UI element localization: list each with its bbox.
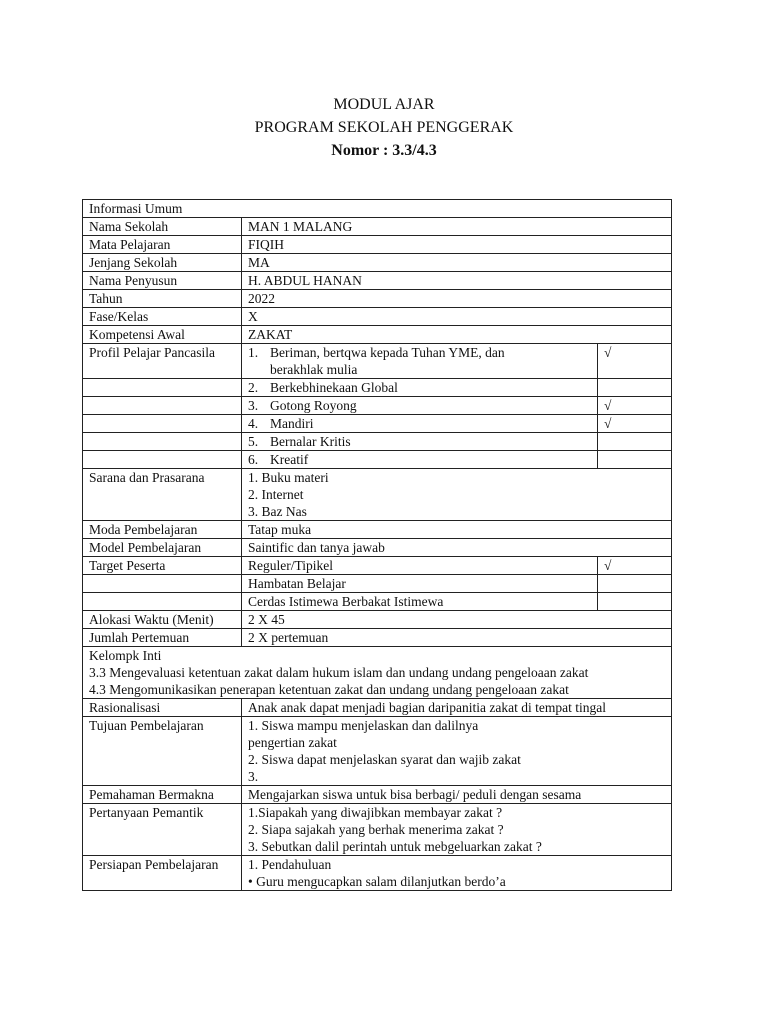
checkmark: √	[598, 397, 672, 415]
inti-line: 4.3 Mengomunikasikan penerapan ketentuan zakat dan undang undang pengeloaan zakat	[89, 682, 569, 697]
title-line-1: MODUL AJAR	[333, 96, 435, 113]
row-label: Profil Pelajar Pancasila	[83, 344, 242, 379]
checkmark: √	[598, 557, 672, 575]
row-label-empty	[83, 397, 242, 415]
table-row	[83, 804, 672, 856]
item-number: 5.	[248, 434, 259, 449]
table-row	[83, 699, 672, 717]
profil-item	[242, 379, 598, 397]
table-row	[83, 397, 672, 415]
row-value: 2 X pertemuan	[242, 629, 672, 647]
target-item: Reguler/Tipikel	[242, 557, 598, 575]
table-row	[83, 786, 672, 804]
table-row	[83, 254, 672, 272]
row-label: Rasionalisasi	[83, 699, 242, 717]
row-label: Alokasi Waktu (Menit)	[83, 611, 242, 629]
row-label: Tahun	[83, 290, 242, 308]
table-row	[83, 611, 672, 629]
table-row	[83, 629, 672, 647]
row-label: Mata Pelajaran	[83, 236, 242, 254]
row-label: Fase/Kelas	[83, 308, 242, 326]
title-line-2: PROGRAM SEKOLAH PENGGERAK	[254, 119, 514, 136]
tujuan-line: pengertian zakat	[248, 735, 337, 750]
row-label-empty	[83, 593, 242, 611]
item-text: Bernalar Kritis	[270, 434, 351, 449]
row-value: Mengajarkan siswa untuk bisa berbagi/ peduli dengan sesama	[242, 786, 672, 804]
pertanyaan-line: 1.Siapakah yang diwajibkan membayar zakat ?	[248, 805, 503, 820]
kelompok-inti	[83, 647, 672, 699]
tujuan-line: 3.	[248, 769, 259, 784]
row-value: MAN 1 MALANG	[242, 218, 672, 236]
row-value: H. ABDUL HANAN	[242, 272, 672, 290]
item-text: Mandiri	[270, 416, 314, 431]
tujuan-line: 1. Siswa mampu menjelaskan dan dalilnya	[248, 718, 479, 733]
table-row	[83, 290, 672, 308]
row-value	[242, 856, 672, 891]
pertanyaan-line: 3. Sebutkan dalil perintah untuk mebgeluarkan zakat ?	[248, 839, 542, 854]
title-line-3: Nomor : 3.3/4.3	[331, 142, 437, 159]
profil-item	[242, 433, 598, 451]
row-label-empty	[83, 415, 242, 433]
row-label: Jumlah Pertemuan	[83, 629, 242, 647]
target-item: Hambatan Belajar	[242, 575, 598, 593]
item-number: 3.	[248, 398, 259, 413]
table-row	[83, 218, 672, 236]
row-label: Model Pembelajaran	[83, 539, 242, 557]
checkmark: √	[598, 344, 672, 379]
inti-title: Kelompk Inti	[89, 648, 162, 663]
row-value	[242, 717, 672, 786]
sarana-line: 1. Buku materi	[248, 470, 329, 485]
checkmark	[598, 593, 672, 611]
profil-item	[242, 397, 598, 415]
target-item: Cerdas Istimewa Berbakat Istimewa	[242, 593, 598, 611]
row-label: Nama Penyusun	[83, 272, 242, 290]
row-label: Jenjang Sekolah	[83, 254, 242, 272]
section-title: Informasi Umum	[83, 200, 672, 218]
profil-item	[242, 415, 598, 433]
table-row	[83, 717, 672, 786]
row-value: FIQIH	[242, 236, 672, 254]
item-text-cont: berakhlak mulia	[270, 362, 358, 377]
table-row	[83, 593, 672, 611]
row-value: Saintific dan tanya jawab	[242, 539, 672, 557]
row-label-empty	[83, 433, 242, 451]
row-value	[242, 804, 672, 856]
row-label: Nama Sekolah	[83, 218, 242, 236]
row-value: Anak anak dapat menjadi bagian daripanitia zakat di tempat tingal	[242, 699, 672, 717]
table-row	[83, 856, 672, 891]
sarana-line: 3. Baz Nas	[248, 504, 307, 519]
tujuan-line: 2. Siswa dapat menjelaskan syarat dan wajib zakat	[248, 752, 521, 767]
table-row	[83, 539, 672, 557]
row-label: Target Peserta	[83, 557, 242, 575]
item-number: 1.	[248, 345, 259, 360]
persiapan-line: 1. Pendahuluan	[248, 857, 332, 872]
table-row	[83, 236, 672, 254]
checkmark	[598, 451, 672, 469]
item-number: 4.	[248, 416, 259, 431]
table-row	[83, 521, 672, 539]
pertanyaan-line: 2. Siapa sajakah yang berhak menerima zakat ?	[248, 822, 504, 837]
checkmark	[598, 433, 672, 451]
inti-line: 3.3 Mengevaluasi ketentuan zakat dalam hukum islam dan undang undang pengeloaan zakat	[89, 665, 589, 680]
checkmark	[598, 575, 672, 593]
table-row	[83, 344, 672, 379]
row-label: Tujuan Pembelajaran	[83, 717, 242, 786]
row-value: 2022	[242, 290, 672, 308]
table-row	[83, 200, 672, 218]
checkmark: √	[598, 415, 672, 433]
table-row	[83, 433, 672, 451]
sarana-line: 2. Internet	[248, 487, 304, 502]
table-row	[83, 451, 672, 469]
table-row	[83, 326, 672, 344]
row-value: MA	[242, 254, 672, 272]
profil-item	[242, 451, 598, 469]
table-row	[83, 379, 672, 397]
table-row	[83, 469, 672, 521]
persiapan-line: • Guru mengucapkan salam dilanjutkan berdo’a	[248, 874, 506, 889]
info-table	[82, 199, 672, 891]
row-value: 2 X 45	[242, 611, 672, 629]
item-text: Gotong Royong	[270, 398, 357, 413]
item-number: 6.	[248, 452, 259, 467]
row-value: ZAKAT	[242, 326, 672, 344]
table-row	[83, 575, 672, 593]
table-row	[83, 272, 672, 290]
row-label-empty	[83, 379, 242, 397]
row-label: Sarana dan Prasarana	[83, 469, 242, 521]
row-label: Kompetensi Awal	[83, 326, 242, 344]
table-row	[83, 557, 672, 575]
row-value: X	[242, 308, 672, 326]
profil-item	[242, 344, 598, 379]
row-label: Persiapan Pembelajaran	[83, 856, 242, 891]
row-label: Pertanyaan Pemantik	[83, 804, 242, 856]
row-value	[242, 469, 672, 521]
row-label: Moda Pembelajaran	[83, 521, 242, 539]
table-row	[83, 308, 672, 326]
row-label-empty	[83, 575, 242, 593]
item-text: Beriman, bertqwa kepada Tuhan YME, dan	[270, 345, 505, 360]
row-value: Tatap muka	[242, 521, 672, 539]
checkmark	[598, 379, 672, 397]
item-text: Berkebhinekaan Global	[270, 380, 398, 395]
document-title	[0, 93, 768, 162]
row-label: Pemahaman Bermakna	[83, 786, 242, 804]
table-row	[83, 647, 672, 699]
item-number: 2.	[248, 380, 259, 395]
item-text: Kreatif	[270, 452, 309, 467]
table-row	[83, 415, 672, 433]
row-label-empty	[83, 451, 242, 469]
